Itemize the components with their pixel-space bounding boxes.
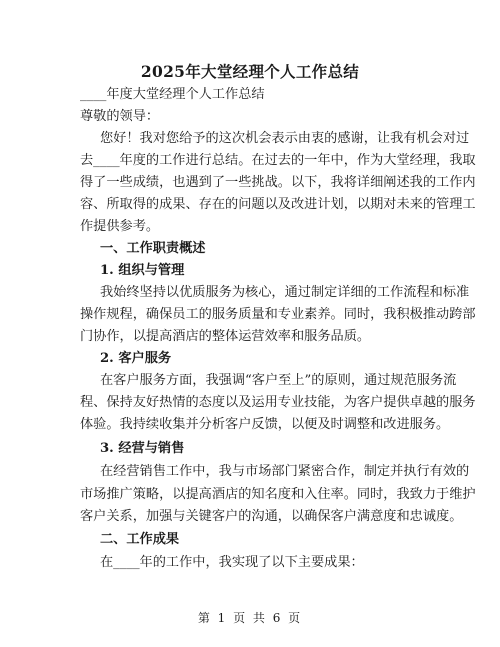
intro-line-2: 去____年度的工作进行总结。在过去的一年中，作为大堂经理，我取 [80, 153, 476, 168]
page-footer: 第 1 页 共 6 页 [197, 611, 303, 625]
subsection-3-heading: 3. 经营与销售 [100, 441, 185, 456]
intro-line-4: 容、所取得的成果、存在的问题以及改进计划，以期对未来的管理工 [80, 197, 476, 212]
salutation: 尊敬的领导： [80, 109, 160, 124]
section-2-heading: 二、工作成果 [100, 532, 180, 547]
subsection-2-heading: 2. 客户服务 [100, 351, 172, 366]
sub1-line-3: 门协作，以提高酒店的整体运营效率和服务品质。 [80, 329, 371, 344]
sub2-line-2: 程、保持友好热情的态度以及运用专业技能，为客户提供卓越的服务 [80, 395, 476, 410]
sub3-line-1: 在经营销售工作中，我与市场部门紧密合作，制定并执行有效的 [100, 464, 470, 479]
intro-line-1: 您好！我对您给予的这次机会表示由衷的感谢，让我有机会对过 [100, 131, 470, 146]
intro-line-3: 得了一些成绩，也遇到了一些挑战。以下，我将详细阐述我的工作内 [80, 175, 476, 190]
sub1-line-1: 我始终坚持以优质服务为核心，通过制定详细的工作流程和标准 [100, 285, 470, 300]
sub3-line-2: 市场推广策略，以提高酒店的知名度和入住率。同时，我致力于维护 [80, 487, 476, 502]
section-2-intro: 在____年的工作中，我实现了以下主要成果： [100, 555, 364, 570]
intro-line-5: 作提供参考。 [80, 219, 160, 234]
subsection-1-heading: 1. 组织与管理 [100, 263, 185, 278]
sub3-line-3: 客户关系，加强与关键客户的沟通，以确保客户满意度和忠诚度。 [80, 509, 463, 524]
sub1-line-2: 操作规程，确保员工的服务质量和专业素养。同时，我积极推动跨部 [80, 307, 476, 322]
document-subtitle: ____年度大堂经理个人工作总结 [80, 87, 265, 102]
section-1-heading: 一、工作职责概述 [100, 241, 206, 256]
sub2-line-1: 在客户服务方面，我强调“客户至上”的原则，通过规范服务流 [100, 373, 457, 388]
document-title: 2025年大堂经理个人工作总结 [140, 62, 360, 81]
sub2-line-3: 体验。我持续收集并分析客户反馈，以便及时调整和改进服务。 [80, 417, 450, 432]
